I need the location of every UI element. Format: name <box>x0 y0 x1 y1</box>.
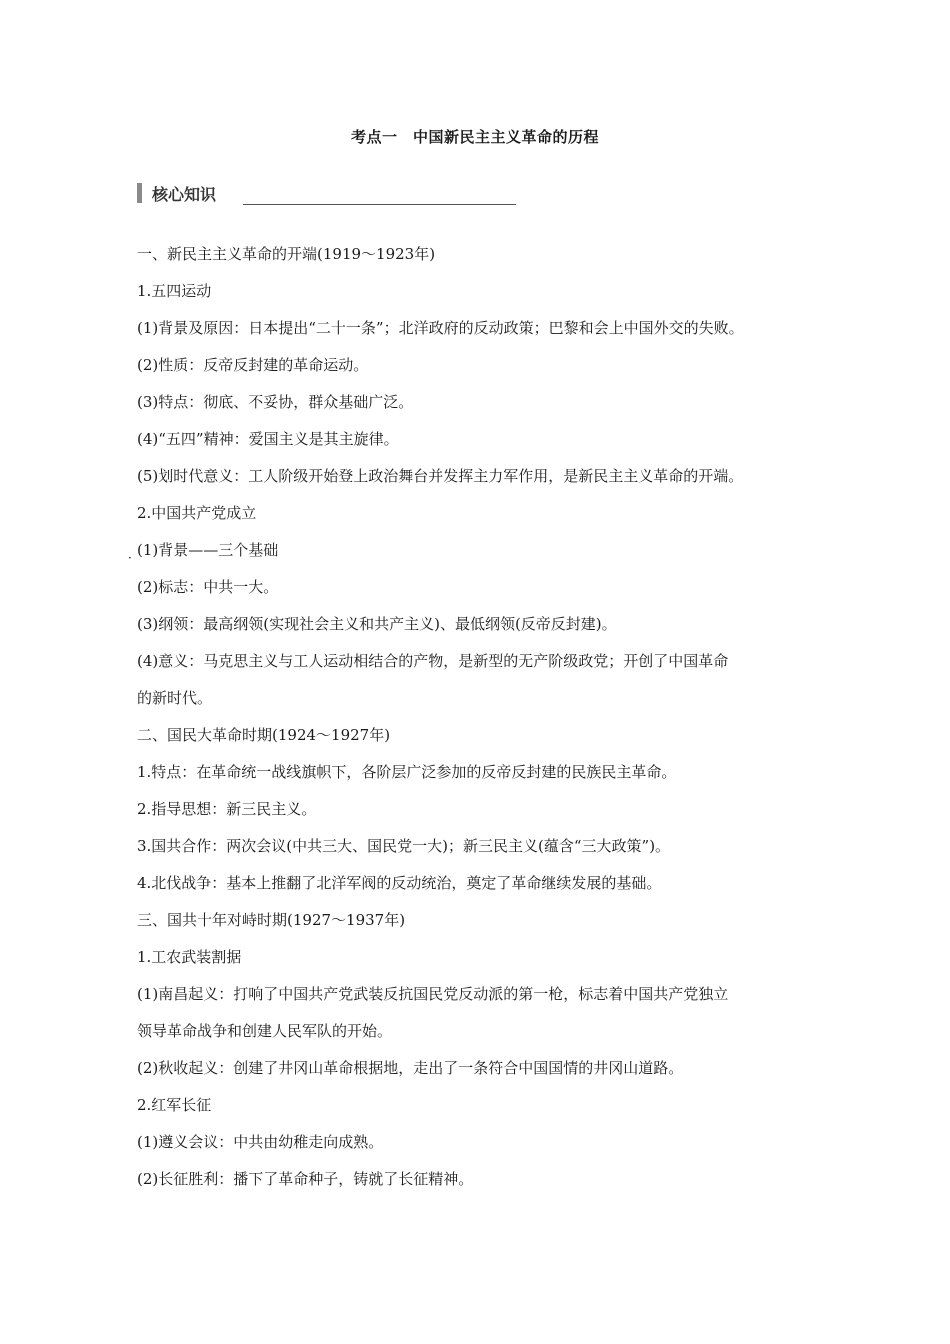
text-line: (2)长征胜利：播下了革命种子，铸就了长征精神。 <box>137 1170 474 1188</box>
text-line: (1)遵义会议：中共由幼稚走向成熟。 <box>137 1133 384 1151</box>
text-line: (4)“五四”精神：爱国主义是其主旋律。 <box>137 430 399 448</box>
heading-part-1: 一、新民主主义革命的开端(1919～1923年) <box>137 245 436 263</box>
subheading-long-march: 2.红军长征 <box>137 1096 212 1114</box>
subheading-may-fourth: 1.五四运动 <box>137 282 212 300</box>
text-line: (3)纲领：最高纲领(实现社会主义和共产主义)、最低纲领(反帝反封建)。 <box>137 615 617 633</box>
section-label: 核心知识 <box>152 184 217 204</box>
text-line: 3.国共合作：两次会议(中共三大、国民党一大)；新三民主义(蕴含“三大政策”)。 <box>137 837 671 855</box>
stray-dot-mark: · <box>128 551 132 565</box>
text-line: (5)划时代意义：工人阶级开始登上政治舞台并发挥主力军作用，是新民主主义革命的开端。 <box>137 467 744 485</box>
section-rule <box>243 204 516 205</box>
text-line: (2)性质：反帝反封建的革命运动。 <box>137 356 369 374</box>
text-line: 4.北伐战争：基本上推翻了北洋军阀的反动统治，奠定了革命继续发展的基础。 <box>137 874 662 892</box>
text-line: (1)背景——三个基础 <box>137 541 279 559</box>
text-line: (2)秋收起义：创建了井冈山革命根据地，走出了一条符合中国国情的井冈山道路。 <box>137 1059 684 1077</box>
page-title: 考点一 中国新民主主义革命的历程 <box>350 128 599 146</box>
section-bar <box>137 183 142 203</box>
text-line: (2)标志：中共一大。 <box>137 578 279 596</box>
subheading-cpc-founding: 2.中国共产党成立 <box>137 504 257 522</box>
text-line: (3)特点：彻底、不妥协，群众基础广泛。 <box>137 393 414 411</box>
text-line: 2.指导思想：新三民主义。 <box>137 800 317 818</box>
text-line: (4)意义：马克思主义与工人运动相结合的产物，是新型的无产阶级政党；开创了中国革命 <box>137 652 729 670</box>
text-line: 1.特点：在革命统一战线旗帜下，各阶层广泛参加的反帝反封建的民族民主革命。 <box>137 763 677 781</box>
subheading-armed-separatism: 1.工农武装割据 <box>137 948 242 966</box>
text-line: (1)背景及原因：日本提出“二十一条”；北洋政府的反动政策；巴黎和会上中国外交的失败。 <box>137 319 744 337</box>
heading-part-3: 三、国共十年对峙时期(1927～1937年) <box>137 911 406 929</box>
text-line: 的新时代。 <box>137 689 213 707</box>
heading-part-2: 二、国民大革命时期(1924～1927年) <box>137 726 391 744</box>
section-header <box>137 180 216 206</box>
text-line: 领导革命战争和创建人民军队的开始。 <box>137 1022 393 1040</box>
text-line: (1)南昌起义：打响了中国共产党武装反抗国民党反动派的第一枪，标志着中国共产党独立 <box>137 985 729 1003</box>
document-body <box>137 240 817 1202</box>
